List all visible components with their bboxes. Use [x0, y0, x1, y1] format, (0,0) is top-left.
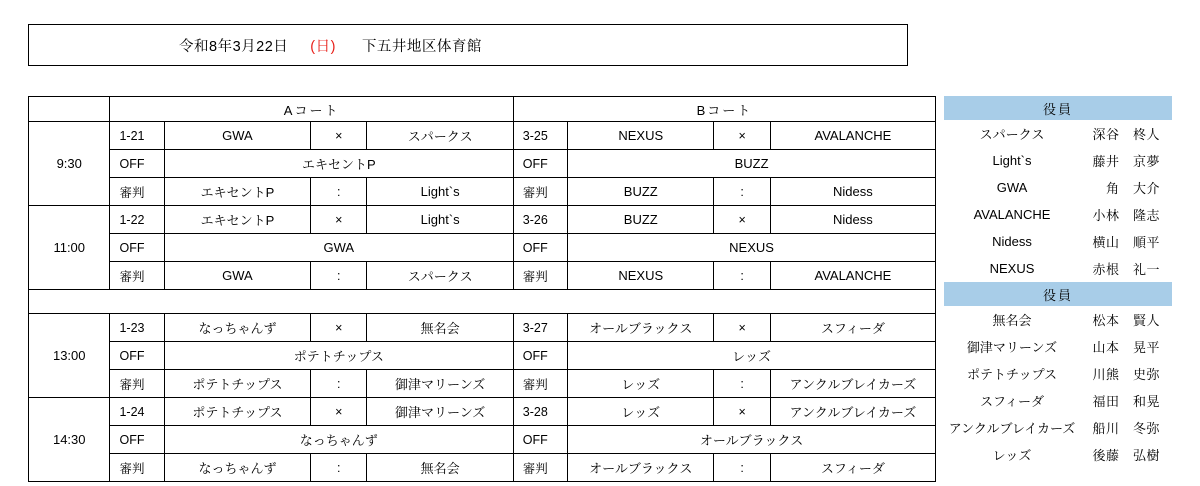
off-label: OFF [513, 234, 567, 262]
section-spacer-row [29, 290, 936, 314]
official-team: アンクルブレイカーズ [948, 421, 1076, 436]
table-row [29, 398, 936, 426]
team-home: NEXUS [568, 122, 714, 150]
team-home: レッズ [568, 398, 714, 426]
list-item [944, 147, 1172, 174]
off-team: オールブラックス [568, 426, 936, 454]
team-away: スフィーダ [770, 314, 935, 342]
official-team: 御津マリーンズ [966, 340, 1058, 355]
event-day-of-week: (日) [310, 38, 336, 55]
list-item [944, 228, 1172, 255]
team-away: スパークス [367, 122, 513, 150]
official-team: 無名会 [992, 313, 1032, 328]
list-item [944, 414, 1172, 441]
official-person: 小林 隆志 [1092, 208, 1161, 223]
list-item [944, 306, 1172, 333]
official-person: 赤根 礼一 [1092, 262, 1161, 277]
list-item [944, 255, 1172, 282]
game-number: 1-23 [110, 314, 164, 342]
list-item [944, 360, 1172, 387]
referee-label: 審判 [110, 370, 164, 398]
referee-left: NEXUS [568, 262, 714, 290]
referee-label: 審判 [110, 178, 164, 206]
colon-symbol: : [311, 370, 367, 398]
referee-right: アンクルブレイカーズ [770, 370, 935, 398]
official-team: Light`s [992, 153, 1032, 168]
officials-header-row-1 [944, 96, 1172, 120]
referee-label: 審判 [513, 454, 567, 482]
referee-label: 審判 [110, 454, 164, 482]
list-item [944, 201, 1172, 228]
colon-symbol: : [714, 370, 770, 398]
official-person: 川熊 史弥 [1092, 367, 1161, 382]
referee-right: スパークス [367, 262, 513, 290]
off-team: エキセントP [164, 150, 513, 178]
team-home: BUZZ [568, 206, 714, 234]
team-away: AVALANCHE [770, 122, 935, 150]
referee-right: 御津マリーンズ [367, 370, 513, 398]
official-team: レッズ [992, 448, 1032, 463]
official-person: 福田 和晃 [1092, 394, 1161, 409]
official-person: 横山 順平 [1092, 235, 1161, 250]
referee-left: ポテトチップス [164, 370, 310, 398]
off-label: OFF [110, 426, 164, 454]
list-item [944, 120, 1172, 147]
time-cell: 13:00 [29, 314, 110, 398]
team-away: Light`s [367, 206, 513, 234]
header-inner [29, 25, 907, 65]
time-cell: 14:30 [29, 398, 110, 482]
game-number: 3-26 [513, 206, 567, 234]
team-away: アンクルブレイカーズ [770, 398, 935, 426]
referee-label: 審判 [110, 262, 164, 290]
officials-header: 役員 [944, 282, 1172, 306]
versus-symbol: × [714, 314, 770, 342]
official-person: 深谷 柊人 [1092, 127, 1161, 142]
off-team: なっちゃんず [164, 426, 513, 454]
colon-symbol: : [714, 262, 770, 290]
event-venue: 下五井地区体育館 [361, 38, 482, 55]
colon-symbol: : [311, 454, 367, 482]
court-a-header: Aコート [110, 97, 513, 122]
game-number: 1-21 [110, 122, 164, 150]
official-person: 船川 冬弥 [1092, 421, 1161, 436]
officials-header-row-2 [944, 282, 1172, 306]
table-row [29, 426, 936, 454]
versus-symbol: × [714, 398, 770, 426]
corner-cell [29, 97, 110, 122]
referee-right: スフィーダ [770, 454, 935, 482]
official-team: スパークス [979, 127, 1045, 142]
table-row [29, 206, 936, 234]
referee-left: エキセントP [164, 178, 310, 206]
table-row [29, 262, 936, 290]
schedule-table [28, 96, 936, 482]
officials-header: 役員 [944, 96, 1172, 120]
versus-symbol: × [714, 122, 770, 150]
table-row [29, 122, 936, 150]
table-row [29, 234, 936, 262]
referee-left: GWA [164, 262, 310, 290]
official-team: GWA [996, 180, 1028, 195]
official-team: スフィーダ [980, 394, 1044, 409]
off-team: BUZZ [568, 150, 936, 178]
game-number: 3-28 [513, 398, 567, 426]
table-row [29, 454, 936, 482]
table-row [29, 150, 936, 178]
team-home: エキセントP [164, 206, 310, 234]
list-item [944, 441, 1172, 468]
list-item [944, 333, 1172, 360]
referee-label: 審判 [513, 370, 567, 398]
official-team: ポテトチップス [966, 367, 1058, 382]
official-team: AVALANCHE [973, 207, 1051, 222]
off-label: OFF [513, 150, 567, 178]
colon-symbol: : [714, 454, 770, 482]
versus-symbol: × [311, 122, 367, 150]
off-label: OFF [513, 342, 567, 370]
referee-label: 審判 [513, 262, 567, 290]
team-home: なっちゃんず [164, 314, 310, 342]
referee-right: AVALANCHE [770, 262, 935, 290]
versus-symbol: × [311, 206, 367, 234]
official-person: 角 大介 [1106, 181, 1161, 196]
official-person: 藤井 京夢 [1092, 154, 1161, 169]
off-team: NEXUS [568, 234, 936, 262]
referee-right: Light`s [367, 178, 513, 206]
officials-table [944, 96, 1172, 468]
versus-symbol: × [714, 206, 770, 234]
team-home: GWA [164, 122, 310, 150]
referee-left: BUZZ [568, 178, 714, 206]
section-spacer [29, 290, 936, 314]
event-date: 令和8年3月22日 [179, 38, 289, 55]
referee-label: 審判 [513, 178, 567, 206]
court-b-header: Bコート [513, 97, 935, 122]
team-home: ポテトチップス [164, 398, 310, 426]
official-person: 松本 賢人 [1092, 313, 1161, 328]
off-label: OFF [513, 426, 567, 454]
referee-left: オールブラックス [568, 454, 714, 482]
game-number: 1-24 [110, 398, 164, 426]
off-label: OFF [110, 342, 164, 370]
header-box [28, 24, 908, 66]
game-number: 3-27 [513, 314, 567, 342]
colon-symbol: : [714, 178, 770, 206]
off-team: ポテトチップス [164, 342, 513, 370]
table-row [29, 342, 936, 370]
team-away: 御津マリーンズ [367, 398, 513, 426]
official-person: 後藤 弘樹 [1092, 448, 1161, 463]
time-cell: 11:00 [29, 206, 110, 290]
referee-left: レッズ [568, 370, 714, 398]
official-person: 山本 晃平 [1092, 340, 1161, 355]
referee-right: Nidess [770, 178, 935, 206]
team-home: オールブラックス [568, 314, 714, 342]
game-number: 3-25 [513, 122, 567, 150]
colon-symbol: : [311, 262, 367, 290]
court-header-row [29, 97, 936, 122]
game-number: 1-22 [110, 206, 164, 234]
list-item [944, 387, 1172, 414]
off-team: レッズ [568, 342, 936, 370]
official-team: Nidess [992, 234, 1032, 249]
colon-symbol: : [311, 178, 367, 206]
versus-symbol: × [311, 314, 367, 342]
versus-symbol: × [311, 398, 367, 426]
off-label: OFF [110, 234, 164, 262]
list-item [944, 174, 1172, 201]
referee-right: 無名会 [367, 454, 513, 482]
table-row [29, 314, 936, 342]
table-row [29, 370, 936, 398]
time-cell: 9:30 [29, 122, 110, 206]
off-label: OFF [110, 150, 164, 178]
off-team: GWA [164, 234, 513, 262]
official-team: NEXUS [989, 261, 1035, 276]
team-away: Nidess [770, 206, 935, 234]
referee-left: なっちゃんず [164, 454, 310, 482]
table-row [29, 178, 936, 206]
team-away: 無名会 [367, 314, 513, 342]
